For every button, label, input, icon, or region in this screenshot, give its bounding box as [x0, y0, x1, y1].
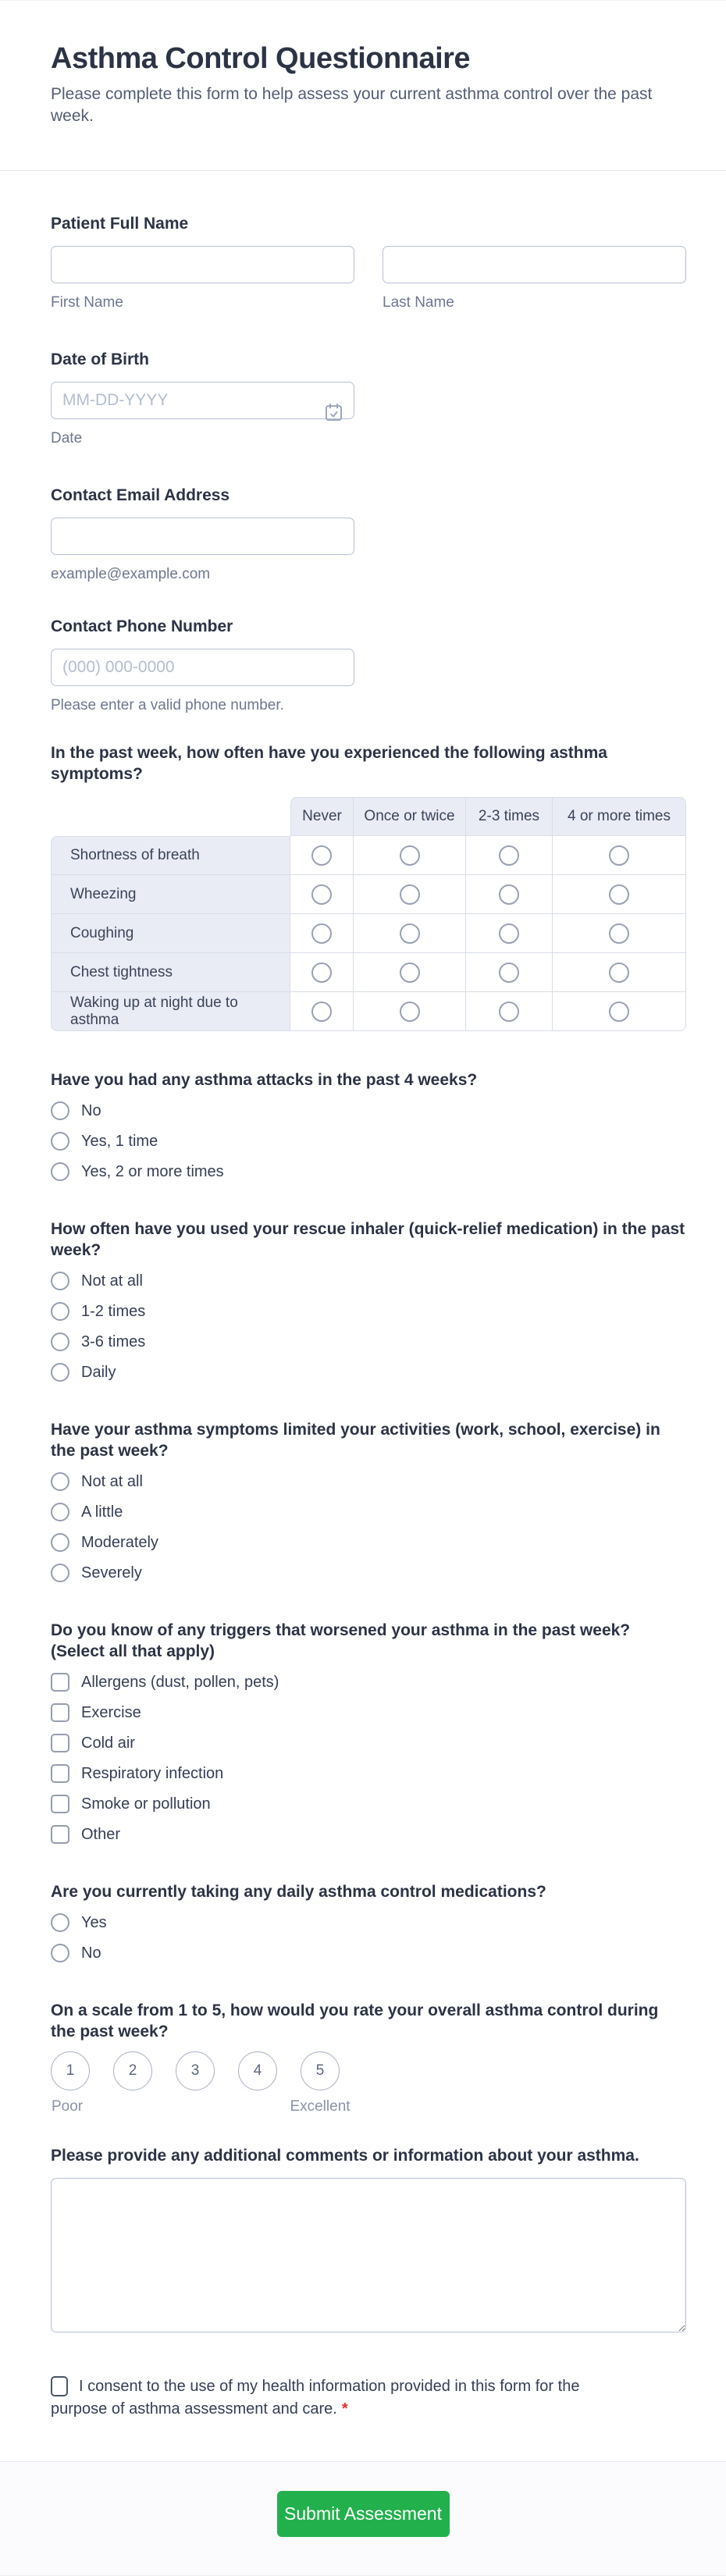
matrix-radio[interactable] — [499, 884, 519, 905]
radio-icon[interactable] — [51, 1132, 69, 1151]
radio-option[interactable] — [51, 1132, 686, 1151]
matrix-radio[interactable] — [311, 962, 332, 983]
radio-icon[interactable] — [51, 1472, 69, 1491]
radio-option[interactable] — [51, 1363, 686, 1382]
matrix-radio[interactable] — [609, 845, 629, 866]
form-body — [0, 171, 726, 2421]
radio-option-label[interactable]: Moderately — [81, 1534, 158, 1551]
matrix-radio[interactable] — [400, 962, 420, 983]
radio-option[interactable] — [51, 1101, 686, 1120]
checkbox-icon[interactable] — [51, 1734, 69, 1752]
matrix-radio[interactable] — [400, 845, 420, 866]
symptoms-matrix-table — [51, 797, 686, 1031]
checkbox-option-label[interactable]: Allergens (dust, pollen, pets) — [81, 1674, 279, 1691]
matrix-row-label: Coughing — [51, 914, 290, 953]
checkbox-option[interactable] — [51, 1703, 686, 1722]
matrix-radio[interactable] — [311, 1002, 332, 1022]
form-header — [0, 1, 726, 127]
radio-option[interactable] — [51, 1503, 686, 1521]
submit-button[interactable]: Submit Assessment — [277, 2491, 450, 2537]
radio-option-label[interactable]: Yes — [81, 1914, 107, 1931]
checkbox-option[interactable] — [51, 1795, 686, 1813]
radio-icon[interactable] — [51, 1272, 69, 1290]
checkbox-icon[interactable] — [51, 1673, 69, 1692]
checkbox-icon[interactable] — [51, 1764, 69, 1783]
dob-sublabel: Date — [51, 430, 83, 447]
comments-label: Please provide any additional comments or information about your asthma. — [51, 2147, 639, 2165]
checkbox-icon[interactable] — [51, 1795, 69, 1813]
matrix-row — [51, 836, 686, 875]
matrix-radio[interactable] — [400, 923, 420, 944]
radio-icon[interactable] — [51, 1332, 69, 1351]
scale-option-2[interactable]: 2 — [113, 2051, 152, 2090]
question-scale — [51, 2000, 686, 2114]
radio-icon[interactable] — [51, 1101, 69, 1120]
scale-option-4[interactable]: 4 — [238, 2051, 277, 2090]
radio-icon[interactable] — [51, 1363, 69, 1382]
email-input[interactable] — [51, 518, 354, 555]
matrix-row — [51, 953, 686, 992]
matrix-radio[interactable] — [499, 1002, 519, 1022]
matrix-row — [51, 914, 686, 953]
radio-option-label[interactable]: Yes, 1 time — [81, 1133, 158, 1150]
radio-icon[interactable] — [51, 1162, 69, 1181]
last-name-sublabel: Last Name — [383, 294, 454, 311]
first-name-sublabel: First Name — [51, 294, 123, 311]
radio-icon[interactable] — [51, 1913, 69, 1932]
checkbox-option-label[interactable]: Exercise — [81, 1704, 141, 1721]
calendar-icon[interactable] — [323, 402, 344, 423]
matrix-radio[interactable] — [311, 923, 332, 944]
checkbox-option-label[interactable]: Other — [81, 1826, 121, 1843]
matrix-column-header: 2-3 times — [466, 797, 553, 836]
dob-label: Date of Birth — [51, 350, 149, 368]
consent-checkbox[interactable] — [51, 2376, 68, 2396]
radio-icon[interactable] — [51, 1564, 69, 1582]
matrix-radio[interactable] — [609, 1002, 629, 1022]
radio-option-label[interactable]: A little — [81, 1503, 123, 1521]
inhaler-label: How often have you used your rescue inhaler (quick-relief medication) in the past week? — [51, 1220, 685, 1259]
checkbox-option[interactable] — [51, 1673, 686, 1692]
checkbox-option-label[interactable]: Respiratory infection — [81, 1765, 224, 1782]
last-name-input[interactable] — [383, 246, 686, 283]
matrix-row-label: Chest tightness — [51, 953, 290, 992]
question-medications — [51, 1881, 686, 1962]
page-title: Asthma Control Questionnaire — [51, 42, 471, 75]
checkbox-icon[interactable] — [51, 1825, 69, 1844]
matrix-radio[interactable] — [400, 884, 420, 905]
matrix-corner-cell — [51, 797, 290, 836]
attacks-label: Have you had any asthma attacks in the past 4 weeks? — [51, 1071, 478, 1089]
page-subtitle: Please complete this form to help assess your current asthma control over the past week. — [51, 85, 653, 125]
triggers-label: Do you know of any triggers that worsened your asthma in the past week? (Select all that apply) — [51, 1621, 631, 1660]
patient-name-label: Patient Full Name — [51, 215, 189, 233]
question-phone — [51, 616, 686, 714]
activities-label: Have your asthma symptoms limited your activities (work, school, exercise) in the past week? — [51, 1421, 660, 1460]
form-footer — [0, 2462, 726, 2576]
scale-endpoint-labels — [51, 2098, 371, 2114]
matrix-radio[interactable] — [400, 1002, 420, 1022]
radio-icon[interactable] — [51, 1533, 69, 1552]
radio-option-label[interactable]: 1-2 times — [81, 1303, 146, 1320]
radio-option[interactable] — [51, 1533, 686, 1552]
radio-option[interactable] — [51, 1472, 686, 1491]
checkbox-icon[interactable] — [51, 1703, 69, 1722]
question-activities — [51, 1419, 686, 1582]
question-patient-name — [51, 213, 686, 311]
radio-option-label[interactable]: Severely — [81, 1564, 142, 1582]
radio-option-label[interactable]: Daily — [81, 1364, 116, 1381]
scale-option-1[interactable]: 1 — [51, 2051, 90, 2090]
checkbox-option-label[interactable]: Smoke or pollution — [81, 1795, 211, 1813]
matrix-column-header: 4 or more times — [553, 797, 686, 836]
radio-option[interactable] — [51, 1332, 686, 1351]
consent-text: I consent to the use of my health information provided in this form for the purpose of asthma assessment and care. — [51, 2378, 580, 2418]
checkbox-option-label[interactable]: Cold air — [81, 1735, 135, 1752]
scale-max-label: Excellent — [290, 2098, 351, 2115]
scale-option-3[interactable]: 3 — [176, 2051, 215, 2090]
matrix-radio[interactable] — [609, 962, 629, 983]
matrix-radio[interactable] — [609, 884, 629, 905]
radio-icon[interactable] — [51, 1503, 69, 1521]
checkbox-option[interactable] — [51, 1734, 686, 1752]
radio-option[interactable] — [51, 1913, 686, 1932]
scale-min-label: Poor — [52, 2098, 84, 2115]
matrix-row-label: Waking up at night due to asthma — [51, 992, 290, 1031]
radio-option[interactable] — [51, 1564, 686, 1582]
consent-row — [51, 2375, 621, 2421]
phone-sublabel: Please enter a valid phone number. — [51, 697, 284, 713]
radio-icon[interactable] — [51, 1944, 69, 1962]
matrix-row — [51, 992, 686, 1031]
radio-option-label[interactable]: No — [81, 1944, 101, 1962]
radio-option[interactable] — [51, 1302, 686, 1321]
checkbox-option[interactable] — [51, 1764, 686, 1783]
question-date-of-birth — [51, 349, 686, 447]
matrix-row-label: Shortness of breath — [51, 836, 290, 875]
matrix-column-header: Once or twice — [354, 797, 466, 836]
radio-option[interactable] — [51, 1272, 686, 1290]
email-label: Contact Email Address — [51, 486, 230, 504]
matrix-row-label: Wheezing — [51, 875, 290, 914]
question-symptoms-matrix — [51, 742, 686, 1031]
checkbox-option[interactable] — [51, 1825, 686, 1844]
matrix-radio[interactable] — [499, 962, 519, 983]
matrix-radio[interactable] — [311, 884, 332, 905]
phone-label: Contact Phone Number — [51, 617, 233, 635]
medications-label: Are you currently taking any daily asthma control medications? — [51, 1883, 546, 1901]
dob-input[interactable] — [51, 382, 354, 419]
comments-textarea[interactable] — [51, 2178, 686, 2332]
radio-option-label[interactable]: No — [81, 1102, 101, 1119]
radio-option-label[interactable]: Not at all — [81, 1473, 143, 1490]
scale-label: On a scale from 1 to 5, how would you rate your overall asthma control during the past week? — [51, 2001, 659, 2041]
email-sublabel: example@example.com — [51, 566, 211, 582]
matrix-radio[interactable] — [609, 923, 629, 944]
symptoms-matrix-label: In the past week, how often have you experienced the following asthma symptoms? — [51, 744, 607, 783]
radio-option[interactable] — [51, 1162, 686, 1181]
required-asterisk: * — [341, 2400, 348, 2418]
phone-input[interactable] — [51, 649, 354, 686]
radio-option-label[interactable]: Yes, 2 or more times — [81, 1163, 224, 1180]
matrix-row — [51, 875, 686, 914]
matrix-column-header: Never — [290, 797, 354, 836]
matrix-radio[interactable] — [499, 845, 519, 866]
scale-option-5[interactable]: 5 — [301, 2051, 340, 2090]
radio-icon[interactable] — [51, 1302, 69, 1321]
question-email — [51, 485, 686, 583]
question-attacks — [51, 1069, 686, 1181]
question-triggers — [51, 1620, 686, 1844]
matrix-radio[interactable] — [499, 923, 519, 944]
scale-options — [51, 2051, 686, 2090]
first-name-input[interactable] — [51, 246, 354, 283]
question-inhaler — [51, 1219, 686, 1382]
matrix-radio[interactable] — [311, 845, 332, 866]
radio-option[interactable] — [51, 1944, 686, 1962]
radio-option-label[interactable]: 3-6 times — [81, 1333, 146, 1350]
question-comments — [51, 2145, 686, 2332]
radio-option-label[interactable]: Not at all — [81, 1272, 143, 1290]
